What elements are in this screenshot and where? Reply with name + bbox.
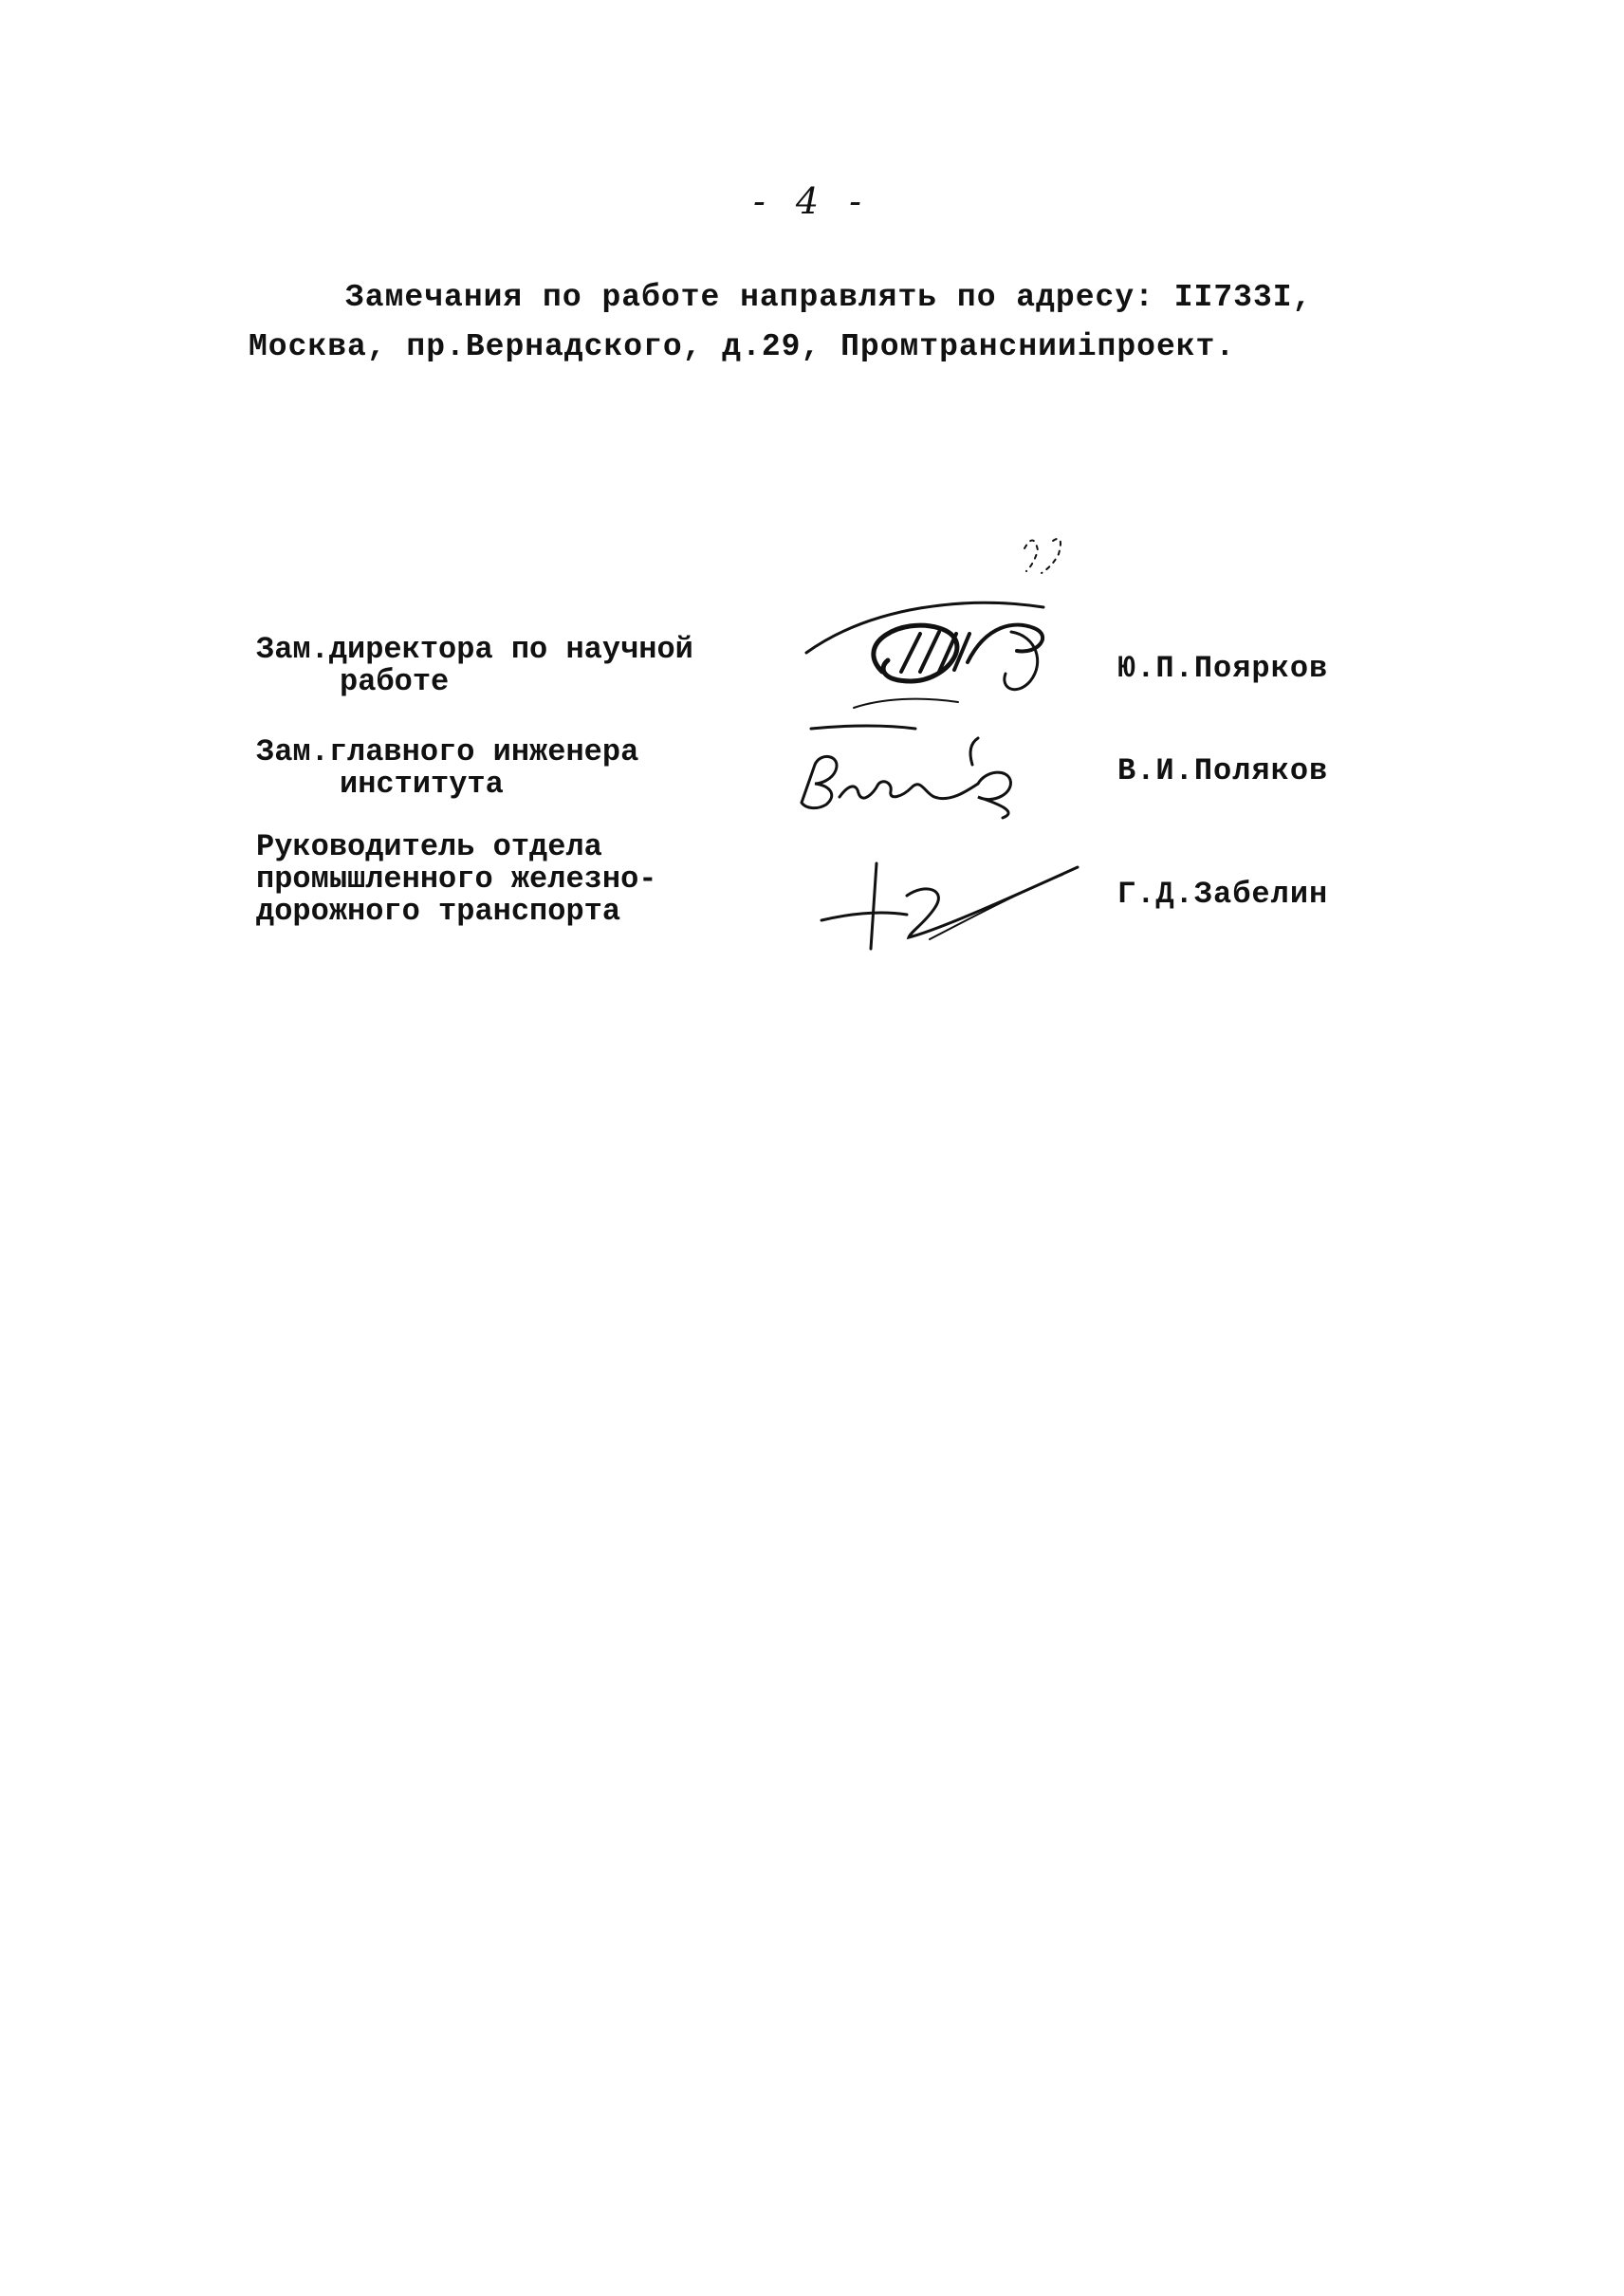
position-line: Зам.главного инженера <box>256 734 639 769</box>
signatory-name: Ю.П.Поярков <box>1117 651 1329 686</box>
signatory-name: В.И.Поляков <box>1117 753 1329 788</box>
signature-icon <box>783 717 1086 822</box>
signatory-name: Г.Д.Забелин <box>1117 877 1329 912</box>
remark-paragraph <box>249 273 1377 372</box>
signatory-deputy-chief-engineer <box>256 736 1347 822</box>
remark-line-1: Замечания по работе направлять по адресу: II733I, <box>345 280 1313 315</box>
remark-line-2: Москва, пр.Вернадского, д.29, Промтранснииiпроект. <box>249 329 1236 364</box>
signatory-deputy-director <box>256 634 1347 719</box>
position-line: дорожного транспорта <box>256 894 621 929</box>
position-line: промышленного железно- <box>256 861 657 897</box>
page-number: - 4 - <box>752 180 871 222</box>
signatory-position <box>256 831 787 928</box>
position-line: работе <box>340 664 450 699</box>
signature-icon <box>797 529 1100 729</box>
position-line: Руководитель отдела <box>256 829 602 864</box>
signature-icon <box>816 858 1091 953</box>
position-line: института <box>340 767 504 802</box>
position-line: Зам.директора по научной <box>256 632 693 667</box>
signatory-position <box>256 634 787 698</box>
signatory-position <box>256 736 787 801</box>
signatory-head-of-department <box>256 831 1347 945</box>
